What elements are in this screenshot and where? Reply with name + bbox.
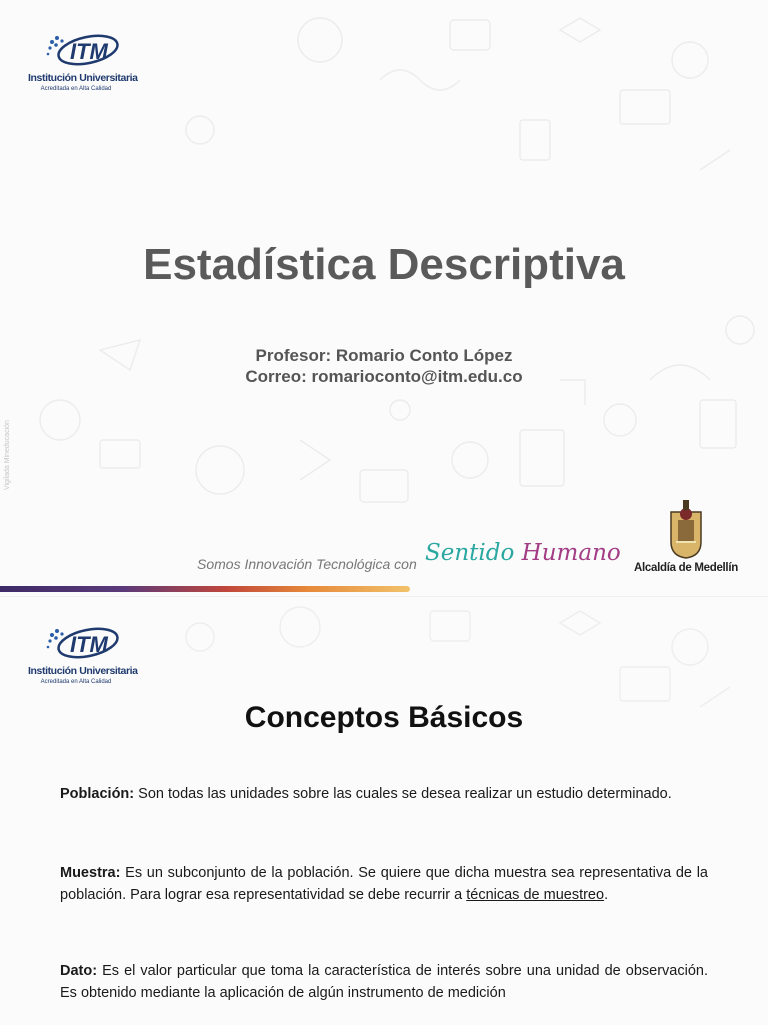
definition-dato: [60, 960, 708, 1004]
itm-logo: [28, 623, 138, 689]
term-muestra: Muestra:: [60, 865, 121, 881]
itm-logo: [28, 30, 138, 96]
concepts-slide: [0, 596, 768, 1025]
itm-logo-icon: [42, 623, 132, 663]
tecnicas-muestreo-link[interactable]: técnicas de muestreo: [466, 887, 605, 903]
alcaldia-label: Alcaldía de Medellín: [634, 562, 738, 574]
definition-muestra: [60, 862, 708, 906]
presentation-title: Estadística Descriptiva: [143, 240, 625, 289]
section-heading: Conceptos Básicos: [244, 701, 524, 734]
term-poblacion: Población:: [60, 786, 135, 802]
professor-email: Correo: romarioconto@itm.edu.co: [245, 367, 523, 386]
svg-text:ITM: ITM: [70, 632, 108, 657]
medellin-crest-icon: [668, 498, 704, 560]
svg-text:ITM: ITM: [70, 39, 108, 64]
term-dato: Dato:: [60, 963, 98, 979]
vigilada-watermark: Vigilada Mineducación: [4, 420, 11, 490]
definition-poblacion: [60, 783, 708, 805]
slogan-script-word-2: Humano: [521, 540, 621, 566]
definition-poblacion-text: Son todas las unidades sobre las cuales se desea realizar un estudio determinado.: [134, 786, 672, 802]
itm-logo-icon: [42, 30, 132, 70]
definition-muestra-text: Es un subconjunto de la población. Se quiere que dicha muestra sea representativa de la población. Para lograr esa representatividad se debe recurrir a: [60, 865, 708, 903]
slogan-text: Somos Innovación Tecnológica con: [197, 556, 417, 572]
professor-name: Profesor: Romario Conto López: [255, 346, 513, 365]
gradient-stripe: [0, 586, 410, 592]
definition-muestra-end: .: [604, 887, 609, 903]
slogan-script: [425, 540, 621, 566]
logo-accreditation-text: Acreditada en Alta Calidad: [40, 679, 112, 685]
slogan-script-word-1: Sentido: [425, 540, 515, 566]
logo-institution-text: Institución Universitaria: [28, 665, 138, 677]
logo-accreditation-text: Acreditada en Alta Calidad: [40, 86, 112, 92]
logo-institution-text: Institución Universitaria: [28, 72, 138, 84]
definition-dato-text: Es el valor particular que toma la característica de interés sobre una unidad de observación. Es obtenido mediante la aplicación de algún instrumento de medición: [60, 963, 708, 1001]
